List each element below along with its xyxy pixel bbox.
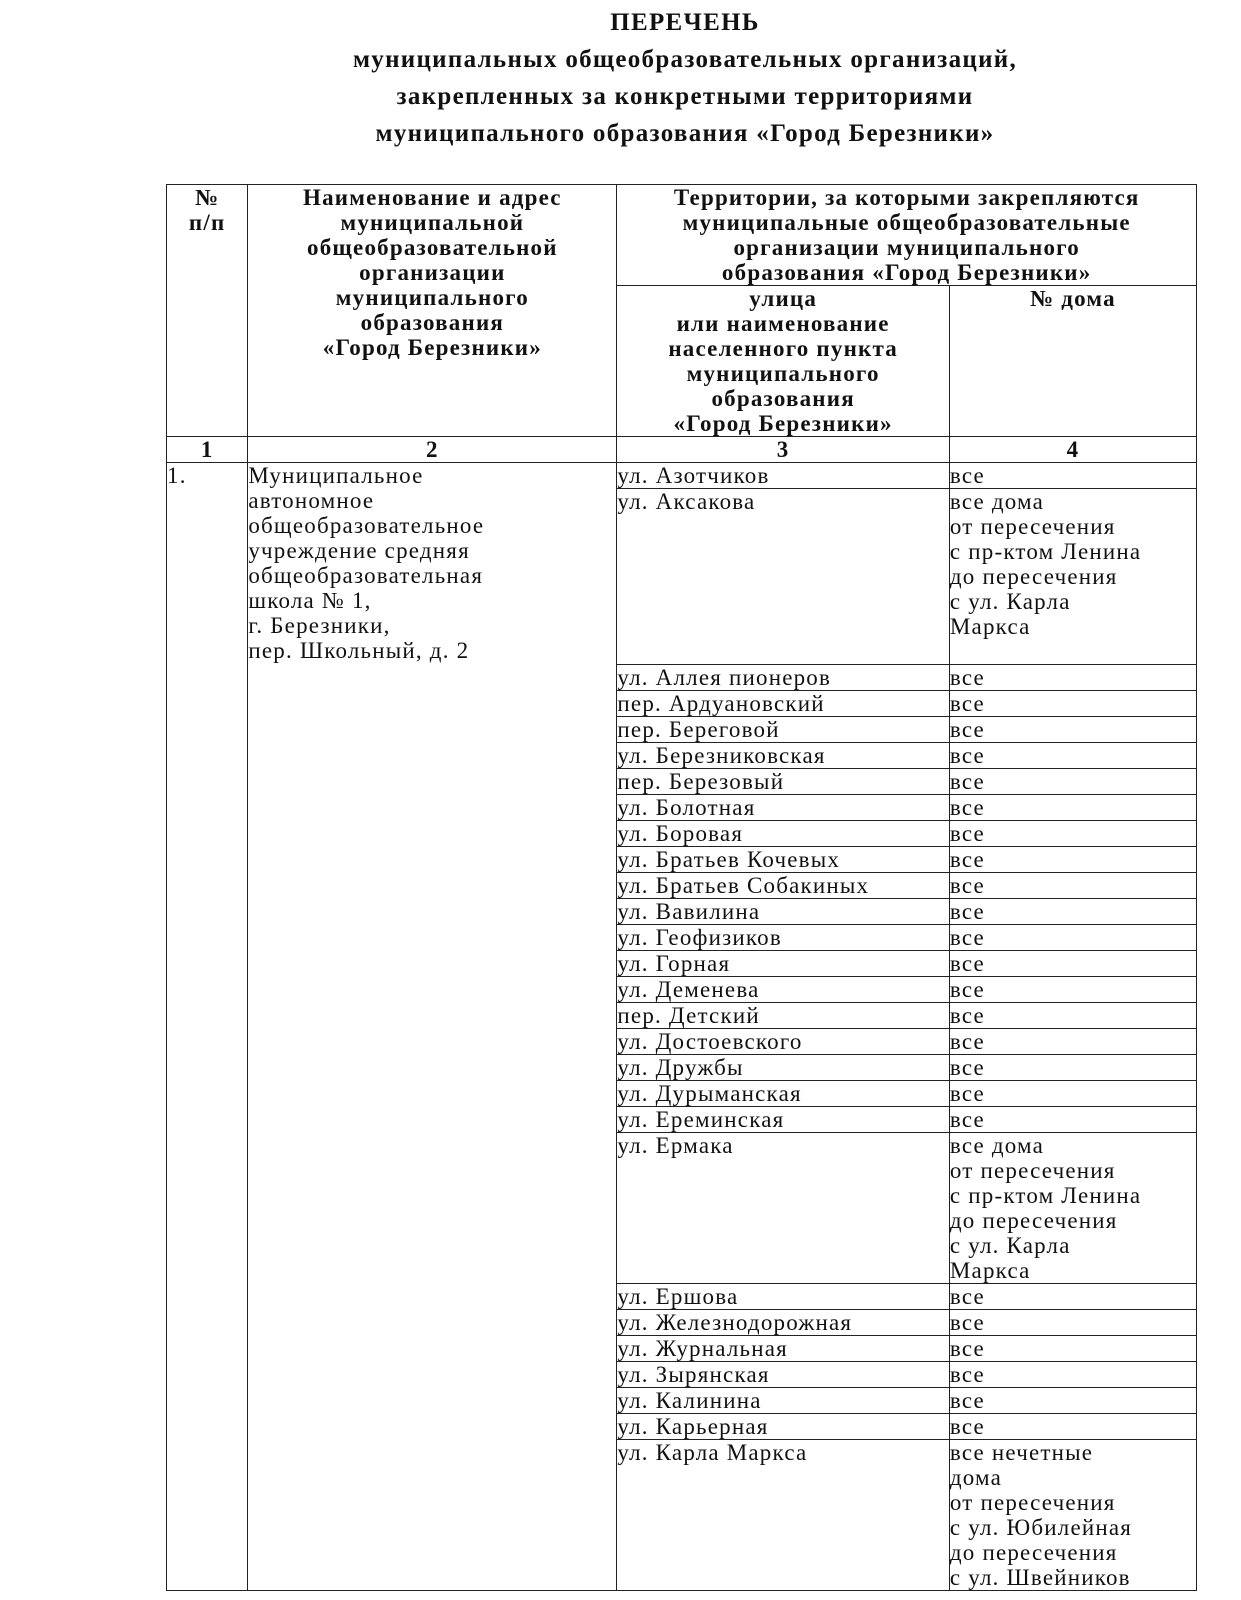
houses-line: все <box>949 1081 985 1106</box>
street-cell: ул. Калинина <box>617 1388 949 1414</box>
header-organization-line: муниципальной <box>340 210 525 235</box>
houses-cell <box>949 1336 1196 1362</box>
houses-cell <box>949 1440 1196 1591</box>
column-number-row <box>167 437 1197 463</box>
header-street-line: населенного пункта <box>668 336 898 361</box>
street-cell: ул. Ереминская <box>617 1107 949 1133</box>
houses-cell <box>949 925 1196 951</box>
houses-line: с ул. Карла <box>949 589 1071 614</box>
houses-line: все дома <box>949 1133 1045 1158</box>
header-number-line: № <box>195 185 220 210</box>
houses-line: все <box>949 1284 985 1309</box>
houses-cell <box>949 951 1196 977</box>
street-cell: ул. Деменева <box>617 977 949 1003</box>
houses-cell <box>949 743 1196 769</box>
header-street-line: образования <box>711 386 855 411</box>
street-cell: пер. Детский <box>617 1003 949 1029</box>
title-line-2: муниципальных общеобразовательных организаций, <box>352 46 1018 73</box>
houses-line: все <box>949 1414 985 1439</box>
houses-line: все дома <box>949 489 1045 514</box>
street-cell: ул. Аллея пионеров <box>617 665 949 691</box>
school-name-line: общеобразовательная <box>248 563 484 588</box>
street-cell: пер. Березовый <box>617 769 949 795</box>
title-line-1: ПЕРЕЧЕНЬ <box>610 9 760 36</box>
houses-cell <box>949 463 1196 489</box>
header-street <box>617 286 949 437</box>
houses-cell <box>949 1362 1196 1388</box>
houses-cell <box>949 665 1196 691</box>
header-number-line: п/п <box>188 210 226 235</box>
column-number: 2 <box>248 437 617 463</box>
houses-cell <box>949 821 1196 847</box>
houses-line: все <box>949 977 985 1002</box>
houses-line <box>950 639 1196 664</box>
street-cell: ул. Азотчиков <box>617 463 949 489</box>
header-house-number <box>949 286 1196 437</box>
houses-line: от пересечения <box>949 1490 1116 1515</box>
houses-line: все <box>949 743 985 768</box>
school-name-line: общеобразовательное <box>248 513 485 538</box>
street-cell: ул. Горная <box>617 951 949 977</box>
houses-line: от пересечения <box>949 514 1116 539</box>
street-cell: ул. Вавилина <box>617 899 949 925</box>
houses-cell <box>949 847 1196 873</box>
houses-line: дома <box>949 1465 1003 1490</box>
school-number: 1. <box>167 463 248 1591</box>
header-organization-line: образования <box>360 310 505 335</box>
street-cell: ул. Зырянская <box>617 1362 949 1388</box>
houses-cell <box>949 1284 1196 1310</box>
houses-line: с ул. Швейников <box>949 1565 1131 1590</box>
document-title <box>0 4 1241 152</box>
street-cell: ул. Железнодорожная <box>617 1310 949 1336</box>
street-cell: пер. Береговой <box>617 717 949 743</box>
houses-line: все <box>949 873 985 898</box>
school-name-line: учреждение средняя <box>248 538 470 563</box>
houses-line: все <box>949 1388 985 1413</box>
houses-cell <box>949 1029 1196 1055</box>
header-organization-line: Наименование и адрес <box>303 185 562 210</box>
header-organization-line: общеобразовательной <box>307 235 558 260</box>
houses-line: все <box>949 951 985 976</box>
header-row-1 <box>167 185 1197 286</box>
street-cell: ул. Достоевского <box>617 1029 949 1055</box>
houses-line: от пересечения <box>949 1158 1116 1183</box>
houses-line: с ул. Карла <box>949 1233 1071 1258</box>
street-cell: ул. Болотная <box>617 795 949 821</box>
houses-line: все <box>949 1055 985 1080</box>
houses-line: все <box>949 847 985 872</box>
header-number <box>167 185 248 437</box>
houses-cell <box>949 977 1196 1003</box>
school-name-line: г. Березники, <box>248 613 391 638</box>
houses-cell <box>949 769 1196 795</box>
column-number: 1 <box>167 437 248 463</box>
header-territories-line: муниципальные общеобразовательные <box>682 210 1131 235</box>
houses-line: с пр-ктом Ленина <box>949 539 1142 564</box>
title-line-3: закрепленных за конкретными территориями <box>396 83 974 110</box>
houses-line: Маркса <box>949 614 1031 639</box>
houses-line: все <box>949 717 985 742</box>
houses-cell <box>949 1414 1196 1440</box>
houses-cell <box>949 1107 1196 1133</box>
school-name-line: автономное <box>248 488 375 513</box>
column-number: 4 <box>949 437 1196 463</box>
houses-cell <box>949 1310 1196 1336</box>
houses-line: все <box>949 463 985 488</box>
territories-table <box>166 184 1197 1591</box>
street-cell: ул. Дружбы <box>617 1055 949 1081</box>
houses-line: Маркса <box>949 1258 1031 1283</box>
houses-line: все <box>949 1310 985 1335</box>
header-street-line: «Город Березники» <box>673 411 893 436</box>
houses-cell <box>949 691 1196 717</box>
houses-cell <box>949 899 1196 925</box>
street-cell: ул. Дурыманская <box>617 1081 949 1107</box>
street-cell: ул. Ершова <box>617 1284 949 1310</box>
houses-cell <box>949 1003 1196 1029</box>
header-organization-line: муниципального <box>335 285 529 310</box>
houses-cell <box>949 873 1196 899</box>
street-cell: ул. Геофизиков <box>617 925 949 951</box>
table-row <box>167 463 1197 489</box>
header-street-line: улица <box>749 286 818 311</box>
header-territories-line: организации муниципального <box>733 235 1080 260</box>
houses-line: все <box>949 821 985 846</box>
title-line-4: муниципального образования «Город Березники» <box>375 120 995 147</box>
houses-line: все <box>949 1362 985 1387</box>
header-territories-line: Территории, за которыми закрепляются <box>673 185 1140 210</box>
houses-line: все <box>949 665 985 690</box>
street-cell: ул. Братьев Кочевых <box>617 847 949 873</box>
header-house-number-line: № дома <box>1030 286 1116 311</box>
header-street-line: муниципального <box>686 361 880 386</box>
houses-line: все <box>949 1107 985 1132</box>
houses-line: до пересечения <box>949 1208 1118 1233</box>
houses-cell <box>949 1388 1196 1414</box>
houses-line: все <box>949 925 985 950</box>
houses-cell <box>949 1133 1196 1284</box>
houses-line: все <box>949 1029 985 1054</box>
houses-line: до пересечения <box>949 1540 1118 1565</box>
header-street-line: или наименование <box>676 311 890 336</box>
houses-line: все <box>949 1336 985 1361</box>
houses-line: все <box>949 899 985 924</box>
header-territories <box>617 185 1197 286</box>
houses-cell <box>949 795 1196 821</box>
school-name-line: пер. Школьный, д. 2 <box>248 638 470 663</box>
street-cell: ул. Аксакова <box>617 489 949 665</box>
school-name <box>248 463 617 1591</box>
houses-line: все <box>949 1003 985 1028</box>
houses-line: все <box>949 795 985 820</box>
school-name-line: Муниципальное <box>248 463 424 488</box>
column-number: 3 <box>617 437 949 463</box>
street-cell: ул. Журнальная <box>617 1336 949 1362</box>
header-territories-line: образования «Город Березники» <box>721 260 1092 285</box>
houses-line: до пересечения <box>949 564 1118 589</box>
street-cell: ул. Карьерная <box>617 1414 949 1440</box>
houses-line: все <box>949 691 985 716</box>
street-cell: пер. Ардуановский <box>617 691 949 717</box>
street-cell: ул. Карла Маркса <box>617 1440 949 1591</box>
street-cell: ул. Братьев Собакиных <box>617 873 949 899</box>
houses-line: с пр-ктом Ленина <box>949 1183 1142 1208</box>
street-cell: ул. Ермака <box>617 1133 949 1284</box>
street-cell: ул. Боровая <box>617 821 949 847</box>
header-organization <box>248 185 617 437</box>
houses-cell <box>949 1081 1196 1107</box>
houses-cell <box>949 717 1196 743</box>
houses-line: все нечетные <box>949 1440 1094 1465</box>
houses-line: с ул. Юбилейная <box>949 1515 1133 1540</box>
header-organization-line: организации <box>359 260 506 285</box>
houses-cell <box>949 489 1196 665</box>
houses-cell <box>949 1055 1196 1081</box>
header-organization-line: «Город Березники» <box>322 335 542 360</box>
school-name-line: школа № 1, <box>248 588 372 613</box>
street-cell: ул. Березниковская <box>617 743 949 769</box>
houses-line: все <box>949 769 985 794</box>
